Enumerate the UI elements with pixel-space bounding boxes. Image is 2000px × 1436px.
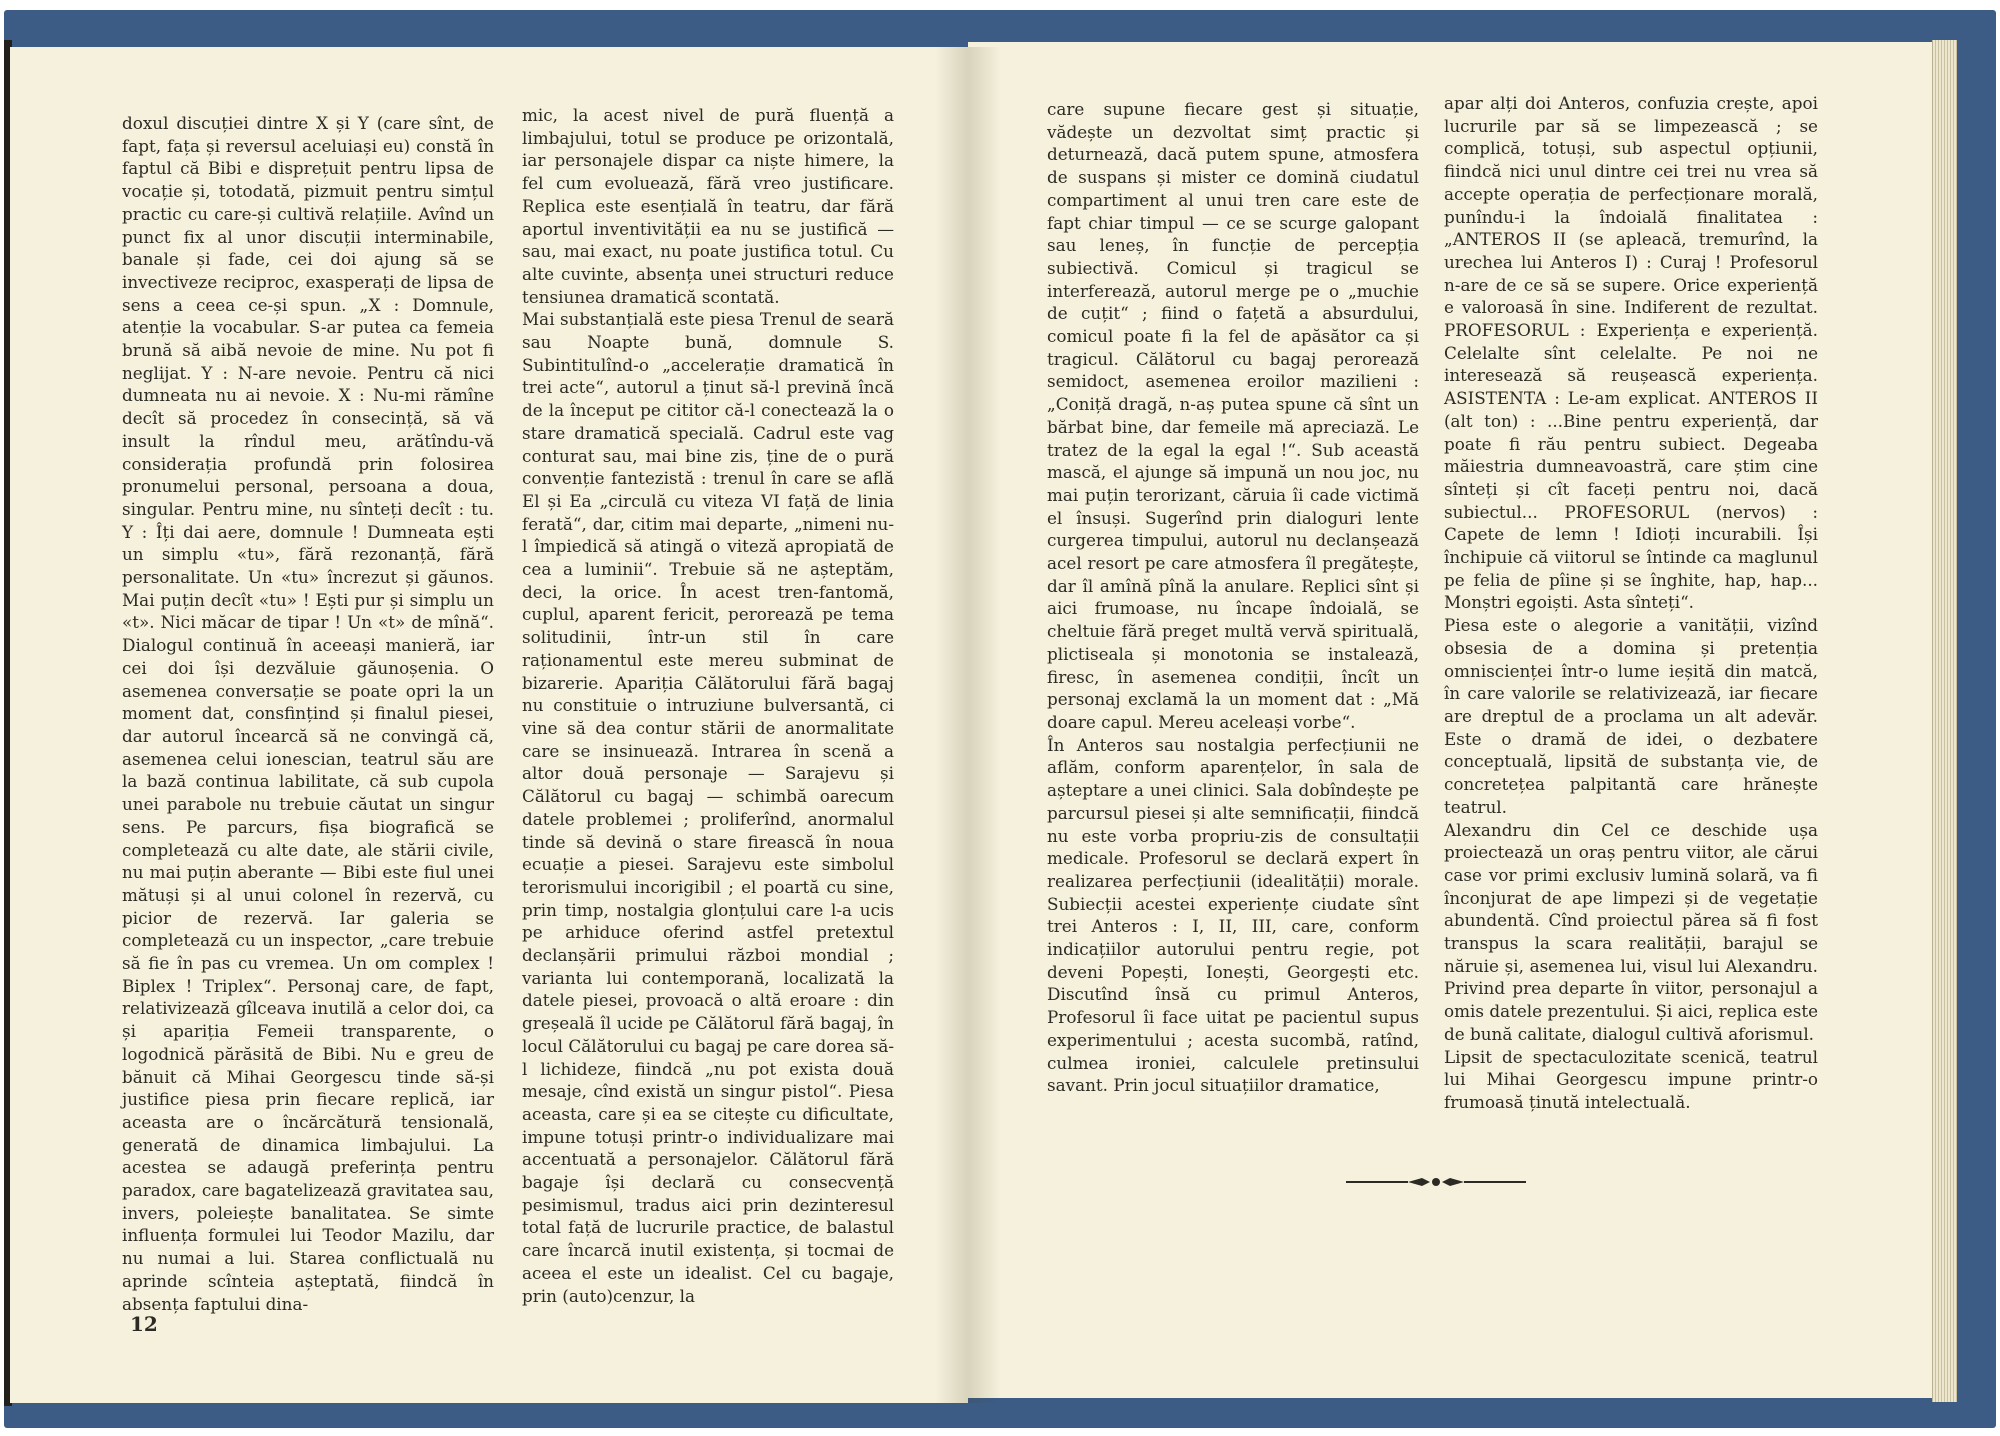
text-column-3: care supune fiecare gest și situație, vădește un dezvoltat simț practic și deturnează, dacă putem spune, atmosfera de suspans și mister ce domină ciudatul compartiment al unui tren care este de fapt chiar timpul — ce se scurge galopant sau leneș, în funcție de percepția subiectivă. Comicul și tragicul se interferează, autorul merge pe o „muchie de cuțit“ ; fiind o fațetă a absurdului, comicul poate fi la fel de apăsător ca și tragicul. Călătorul cu bagaj perorează semidoct, asemenea eroilor mazilieni : „Coniță dragă, n-aș putea spune că sînt un bărbat bine, dar femeile mă apreciază. Le tratez de la egal la egal !“. Sub această mască, el ajunge să impună un nou joc, nu mai puțin terorizant, căruia îi cade victimă el însuși. Sugerînd prin dialoguri lente curgerea timpului, autorul nu declanșează acel resort pe care atmosfera îl pregătește, dar îl amînă pînă la anulare. Replici sînt și aici frumoase, nu încape îndoială, se cheltuie fără preget multă vervă spirituală, plictiseala și monotonia se instalează, firesc, în asemenea condiții, încît un personaj exclamă la un moment dat : „Mă doare capul. Mereu aceleași vorbe“. În Anteros sau nostalgia perfecțiunii ne aflăm, conform aparențelor, în sala de așteptare a unei clinici. Sala dobîndește pe parcursul piesei și alte semnificații, fiindcă nu este vorba propriu-zis de consultații medicale. Profesorul se declară expert în realizarea perfecțiunii (idealității) morale. Subiecții acestei experiențe ciudate sînt trei Anteros : I, II, III, care, conform indicațiilor autorului pentru regie, pot deveni Popești, Ionești, Georgești etc. Discutînd însă cu primul Anteros, Profesorul îi face uitat pe pacientul supus experimentului ; acesta sucombă, ratînd, culmea ironiei, calculele pretinsului savant. Prin jocul situațiilor dramatice,: [1047, 99, 1419, 1096]
text-column-2: mic, la acest nivel de pură fluență a limbajului, totul se produce pe orizontală, iar personajele dispar ca niște himere, la fel cum evoluează, fără vreo justificare. Replica este esențială în teatru, dar fără aportul inventivității ea nu se justifică — sau, mai exact, nu poate justifica totul. Cu alte cuvinte, absența unei structuri reduce tensiunea dramatică scontată. Mai substanțială este piesa Trenul de seară sau Noapte bună, domnule S. Subintitulînd-o „accelerație dramatică în trei acte“, autorul a ținut să-l prevină încă de la început pe cititor că-l conectează la o stare dramatică specială. Cadrul este vag conturat sau, mai bine zis, ține de o pură convenție fantezistă : trenul în care se află El și Ea „circulă cu viteza VI față de linia ferată“, dar, citim mai departe, „nimeni nu-l împiedică să atingă o viteză apropiată de cea a luminii“. Trebuie să ne așteptăm, deci, la orice. În acest tren-fantomă, cuplul, aparent fericit, perorează pe tema solitudinii, într-un stil în care raționamentul este mereu subminat de bizarerie. Apariția Călătorului fără bagaj nu constituie o intruziune bulversantă, ci vine să dea contur stării de anormalitate care se insinuează. Intrarea în scenă a altor două personaje — Sarajevu și Călătorul cu bagaj — schimbă oarecum datele problemei ; proliferînd, anormalul tinde să devină o stare firească în noua ecuație a piesei. Sarajevu este simbolul terorismului incorigibil ; el poartă cu sine, prin timp, nostalgia glonțului care l-a ucis pe arhiduce oferind astfel pretextul declanșării primului război mondial ; varianta lui contemporană, localizată la datele piesei, provoacă o altă eroare : din greșeală îl ucide pe Călătorul fără bagaj, în locul Călătorului cu bagaj pe care dorea să-l lichideze, fiindcă „nu pot exista două mesaje, cînd există un singur pistol“. Piesa aceasta, care și ea se citește cu dificultate, impune totuși printr-o individualizare mai accentuată a personajelor. Călătorul fără bagaje își declară cu consecvență pesimismul, tradus aici prin dezinteresul total față de lucrurile practice, de balastul care încarcă inutil existența, și tocmai de aceea el este un idealist. Cel cu bagaje, prin (auto)cenzur, la: [522, 105, 894, 1306]
page-edges: [1932, 40, 1957, 1402]
text-column-1: doxul discuției dintre X și Y (care sînt, de fapt, fața și reversul aceluiași eu) constă în faptul că Bibi e disprețuit pentru lipsa de vocație și, totodată, pizmuit pentru simțul practic cu care-și cultivă relațiile. Avînd un punct fix al unor discuții interminabile, banale și fade, cei doi ajung să se invectiveze reciproc, exasperați de lipsa de sens a ceea ce-și spun. „X : Domnule, atenție la vocabular. S-ar putea ca femeia brună să aibă nevoie de mine. Nu pot fi neglijat. Y : N-are nevoie. Pentru că nici dumneata nu ai nevoie. X : Nu-mi rămîne decît să procedez în consecință, să vă insult la rîndul meu, arătîndu-vă considerația profundă prin folosirea pronumelui personal, persoana a doua, singular. Pentru mine, nu sînteți decît : tu. Y : Îți dai aere, domnule ! Dumneata ești un simplu «tu», fără rezonanță, fără personalitate. Un «tu» încrezut și găunos. Mai puțin decît «tu» ! Ești pur și simplu un «t». Nici măcar de tipar ! Un «t» de mînă“. Dialogul continuă în aceeași manieră, iar cei doi își dezvăluie găunoșenia. O asemenea conversație se poate opri la un moment dat, consfințind și finalul piesei, dar autorul încearcă să ne convingă că, asemenea celui ionescian, teatrul său are la bază continua labilitate, că sub cupola unei parabole nu trebuie căutat un singur sens. Pe parcurs, fișa biografică se completează cu alte date, ale stării civile, nu mai puțin aberante — Bibi este fiul unei mătuși și al unui colonel în rezervă, cu picior de rezervă. Iar galeria se completează cu un inspector, „care trebuie să fie în pas cu vremea. Un om complex ! Biplex ! Triplex“. Personaj care, de fapt, relativizează gîlceava inutilă a celor doi, ca și apariția Femeii transparente, o logodnică părăsită de Bibi. Nu e greu de bănuit că Mihai Georgescu tinde să-și justifice piesa prin fiecare replică, iar aceasta are o încărcătură tensională, generată de dinamica limbajului. La acestea se adaugă preferința pentru paradox, care bagatelizează gravitatea sau, invers, poleiește banalitatea. Se simte influența formulei lui Teodor Mazilu, dar nu numai a lui. Starea conflictuală nu aprinde scînteia așteptată, fiindcă în absența faptului dina-: [122, 113, 494, 1314]
page-number: 12: [130, 1312, 158, 1336]
text-column-4: apar alți doi Anteros, confuzia crește, apoi lucrurile par să se limpezească ; se complică, totuși, sub aspectul opțiunii, fiindcă nici unul dintre cei trei nu vrea să accepte operația de perfecționare morală, punîndu-i la îndoială finalitatea : „ANTEROS II (se apleacă, tremurînd, la urechea lui Anteros I) : Curaj ! Profesorul n-are de ce să se supere. Orice experiență e valoroasă în sine. Indiferent de rezultat. PROFESORUL : Experiența e experiență. Celelalte sînt celelalte. Pe noi ne interesează să reușească experiența. ASISTENTA : Le-am explicat. ANTEROS II (alt ton) : ...Bine pentru experiență, dar poate fi rău pentru subiect. Degeaba măiestria dumneavoastră, care știm cine sînteți și cît faceți pentru noi, dacă subiectul... PROFESORUL (nervos) : Capete de lemn ! Idioți incurabili. Își închipuie că viitorul se întinde ca maglunul pe felia de pîine și se înghite, hap, hap... Monștri egoiști. Asta sînteți“. Piesa este o alegorie a vanității, vizînd obsesia de a domina și pretenția omniscienței într-o lume ieșită din matcă, în care valorile se relativizează, iar fiecare are dreptul de a proclama un alt adevăr. Este o dramă de idei, o dezbatere conceptuală, lipsită de substanța vie, de concretețea palpitantă care hrănește teatrul. Alexandru din Cel ce deschide ușa proiectează un oraș pentru viitor, ale cărui case vor primi exclusiv lumină solară, va fi înconjurat de ape limpezi și de vegetație abundentă. Cînd proiectul părea să fi fost transpus la scara realității, barajul se năruie și, asemenea lui, visul lui Alexandru. Privind prea departe în viitor, personajul a omis datele prezentului. Și aici, replica este de bună calitate, dialogul cultivă aforismul. Lipsit de spectaculozitate scenică, teatrul lui Mihai Georgescu impune printr-o frumoasă ținută intelectuală.: [1444, 93, 1818, 1112]
end-ornament: [1346, 1172, 1526, 1192]
